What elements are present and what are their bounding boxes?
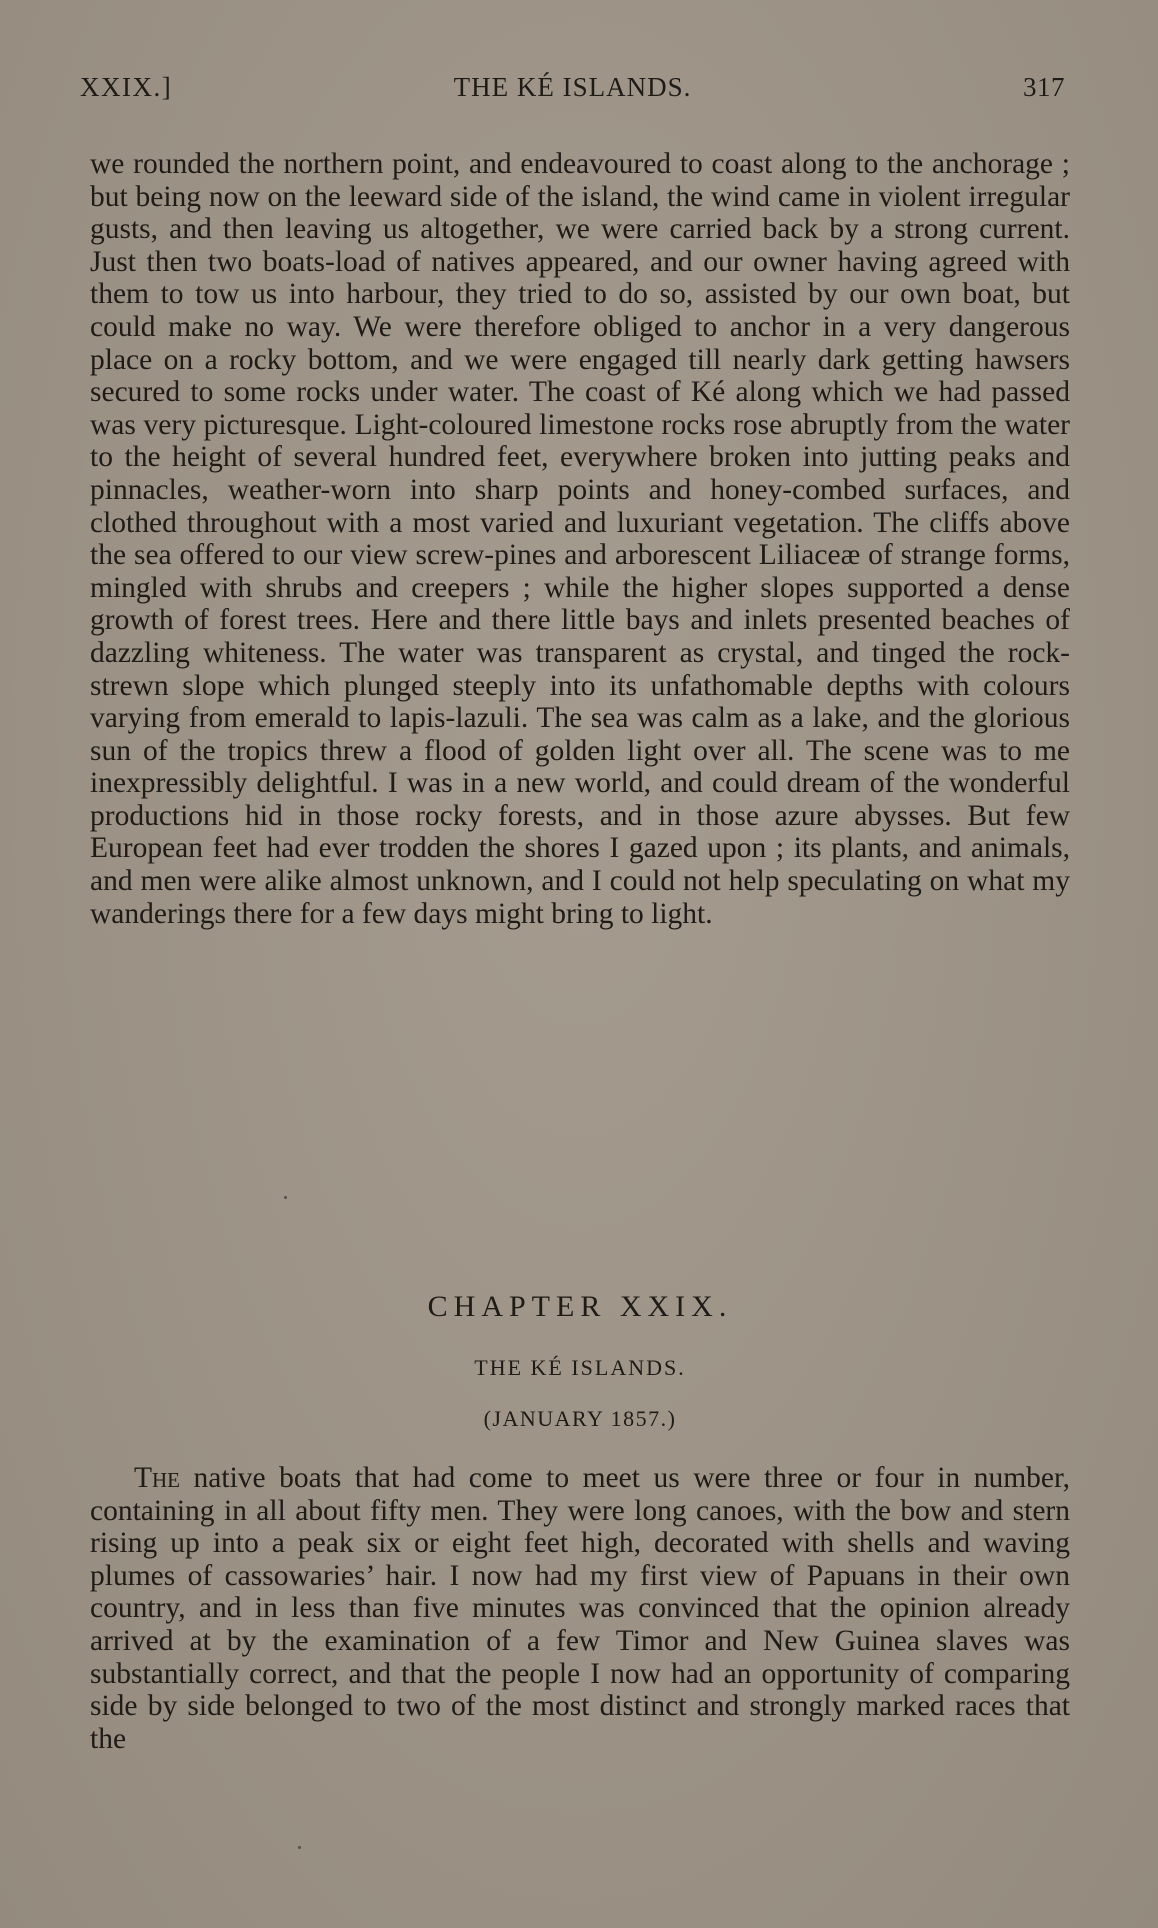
paper-speck bbox=[298, 1846, 301, 1849]
running-head bbox=[80, 72, 1065, 112]
paper-speck bbox=[284, 1196, 287, 1199]
opening-word: The bbox=[134, 1462, 181, 1494]
continued-paragraph bbox=[90, 148, 1070, 930]
paragraph-text: we rounded the northern point, and endeavoured to coast along to the anchorage ; but being now on the leeward side of the island, the wind came in violent irregular gusts, and then leaving us altogether, we were carried back by a strong current. Just then two boats-load of natives appeared, and our owner having agreed with them to tow us into harbour, they tried to do so, assisted by our own boat, but could make no way. We were therefore obliged to anchor in a very dangerous place on a rocky bottom, and we were engaged till nearly dark getting hawsers secured to some rocks under water. The coast of Ké along which we had passed was very picturesque. Light-coloured limestone rocks rose abruptly from the water to the height of several hundred feet, everywhere broken into jutting peaks and pinnacles, weather-worn into sharp points and honey-combed surfaces, and clothed throughout with a most varied and luxuriant vegetation. The cliffs above the sea offered to our view screw-pines and arborescent Liliaceæ of strange forms, mingled with shrubs and creepers ; while the higher slopes supported a dense growth of forest trees. Here and there little bays and inlets presented beaches of dazzling whiteness. The water was transparent as crystal, and tinged the rock-strewn slope which plunged steeply into its unfathomable depths with colours varying from emerald to lapis-lazuli. The sea was calm as a lake, and the glorious sun of the tropics threw a flood of golden light over all. The scene was to me inexpressibly delightful. I was in a new world, and could dream of the wonderful productions hid in those rocky forests, and in those azure abysses. But few European feet had ever trodden the shores I gazed upon ; its plants, and animals, and men were alike almost unknown, and I could not help speculating on what my wanderings there for a few days might bring to light. bbox=[90, 148, 1070, 930]
running-title: THE KÉ ISLANDS. bbox=[453, 72, 692, 102]
chapter-date: (JANUARY 1857.) bbox=[483, 1406, 677, 1431]
opening-paragraph bbox=[90, 1462, 1070, 1755]
paragraph-text bbox=[90, 1462, 1070, 1755]
page-number: 317 bbox=[1023, 72, 1065, 102]
chapter-subtitle: THE KÉ ISLANDS. bbox=[474, 1355, 686, 1380]
paragraph-body: native boats that had come to meet us were three or four in number, containing in all about fifty men. They were long canoes, with the bow and stern rising up into a peak six or eight feet high, decorated with shells and waving plumes of cassowaries’ hair. I now had my first view of Papuans in their own country, and in less than five minutes was convinced that the opinion already arrived at by the examination of a few Timor and New Guinea slaves was substantially correct, and that the people I now had an opportunity of comparing side by side belonged to two of the most distinct and strongly marked races that the bbox=[90, 1462, 1070, 1755]
chapter-heading: CHAPTER XXIX. bbox=[427, 1290, 733, 1323]
chapter-marker: XXIX.] bbox=[80, 72, 173, 102]
